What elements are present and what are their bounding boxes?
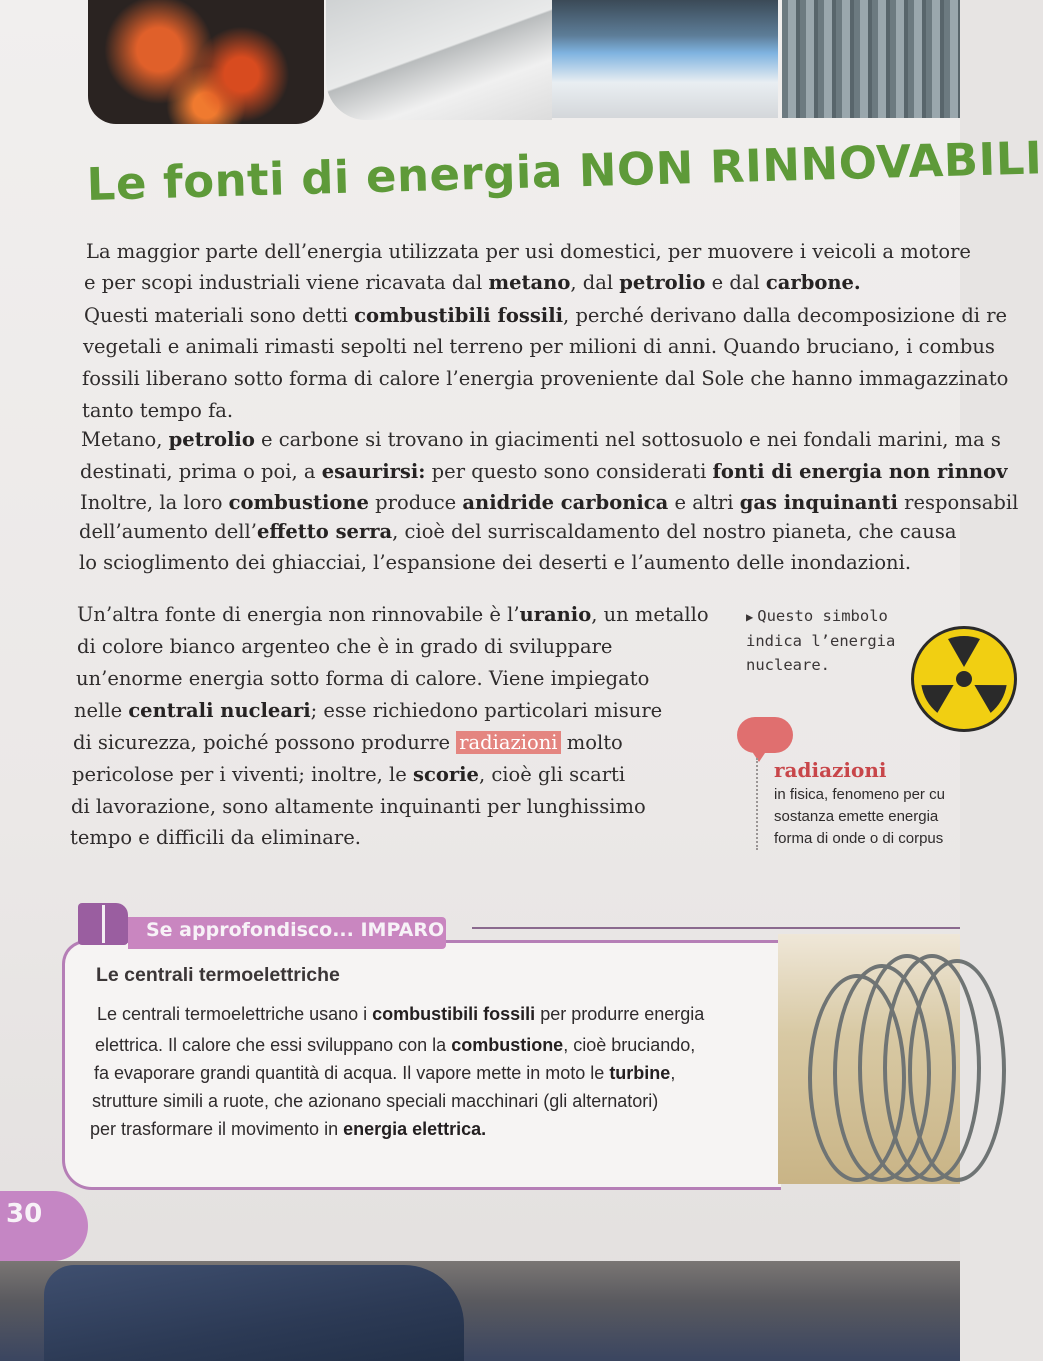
text-line: tempo e difficili da eliminare. (70, 826, 361, 849)
turbine-photo (778, 934, 960, 1184)
text-line: La maggior parte dell’energia utilizzata per usi domestici, per muovere i veicoli a motore (86, 240, 971, 263)
text-line: vegetali e animali rimasti sepolti nel terreno per milioni di anni. Quando bruciano, i combus (83, 335, 995, 358)
text-line: e per scopi industriali viene ricavata dal metano, dal petrolio e dal carbone. (84, 271, 861, 294)
box-header: Se approfondisco... IMPARO (146, 919, 445, 941)
box-text-line: per trasformare il movimento in energia elettrica. (90, 1119, 487, 1139)
note-line: nucleare. (746, 656, 830, 674)
car-exhaust-photo (326, 0, 552, 120)
text-line: tanto tempo fa. (82, 399, 234, 422)
text-line: di colore bianco argenteo che è in grado di sviluppare (77, 635, 613, 658)
text-line: dell’aumento dell’effetto serra, cioè del surriscaldamento del nostro pianeta, che causa (79, 520, 957, 543)
text-line: pericolose per i viventi; inoltre, le scorie, cioè gli scarti (72, 763, 626, 786)
box-divider (472, 927, 960, 929)
nuclear-symbol-note (746, 604, 895, 677)
text-line: di sicurezza, poiché possono produrre radiazioni molto (73, 731, 623, 754)
text-line: Questi materiali sono detti combustibili fossili, perché derivano dalla decomposizione di re (84, 304, 1008, 327)
glossary-definition-line: sostanza emette energia (774, 808, 939, 825)
text-line: nelle centrali nucleari; esse richiedono particolari misure (74, 699, 663, 722)
text-line: Un’altra fonte di energia non rinnovabile è l’uranio, un metallo (77, 603, 709, 626)
nuclear-symbol-icon (911, 626, 1017, 732)
book-icon (78, 903, 128, 945)
text-line: destinati, prima o poi, a esaurirsi: per questo sono considerati fonti di energia non rinnov (80, 460, 1008, 483)
text-line: un’enorme energia sotto forma di calore. Viene impiegato (76, 667, 650, 690)
box-text-line: elettrica. Il calore che essi sviluppano con la combustione, cioè bruciando, (95, 1035, 696, 1055)
box-text-line: fa evaporare grandi quantità di acqua. Il vapore mette in moto le turbine, (94, 1063, 676, 1083)
text-line: di lavorazione, sono altamente inquinanti per lunghissimo (71, 795, 646, 818)
gas-stove-photo (552, 0, 778, 118)
note-line: Questo simbolo (757, 607, 888, 625)
glossary-definition-line: in fisica, fenomeno per cu (774, 786, 945, 803)
background-fabric (44, 1265, 464, 1361)
box-text-line: strutture simili a ruote, che azionano speciali macchinari (gli alternatori) (92, 1091, 659, 1111)
box-text-line: Le centrali termoelettriche usano i combustibili fossili per produrre energia (97, 1004, 705, 1024)
page-number: 30 (6, 1199, 43, 1229)
text-line: Metano, petrolio e carbone si trovano in giacimenti nel sottosuolo e nei fondali marini, ma s (81, 428, 1001, 451)
text-line: Inoltre, la loro combustione produce anidride carbonica e altri gas inquinanti responsabil (80, 491, 1019, 514)
note-line: indica l’energia (746, 632, 896, 650)
glossary-term: radiazioni (774, 758, 887, 782)
speech-bubble-icon (737, 717, 793, 753)
refinery-photo (782, 0, 960, 118)
glossary-box (756, 758, 994, 850)
box-subtitle: Le centrali termoelettriche (96, 964, 340, 986)
text-line: lo scioglimento dei ghiacciai, l’espansione dei deserti e l’aumento delle inondazioni. (79, 551, 912, 574)
text-line: fossili liberano sotto forma di calore l’energia proveniente dal Sole che hanno immagazzinato (82, 367, 1009, 390)
arrow-right-icon: ▶ (746, 610, 754, 624)
glossary-definition-line: forma di onde o di corpus (774, 830, 944, 847)
coal-photo (88, 0, 324, 124)
page-title: Le fonti di energia NON RINNOVABILI (86, 131, 1043, 211)
